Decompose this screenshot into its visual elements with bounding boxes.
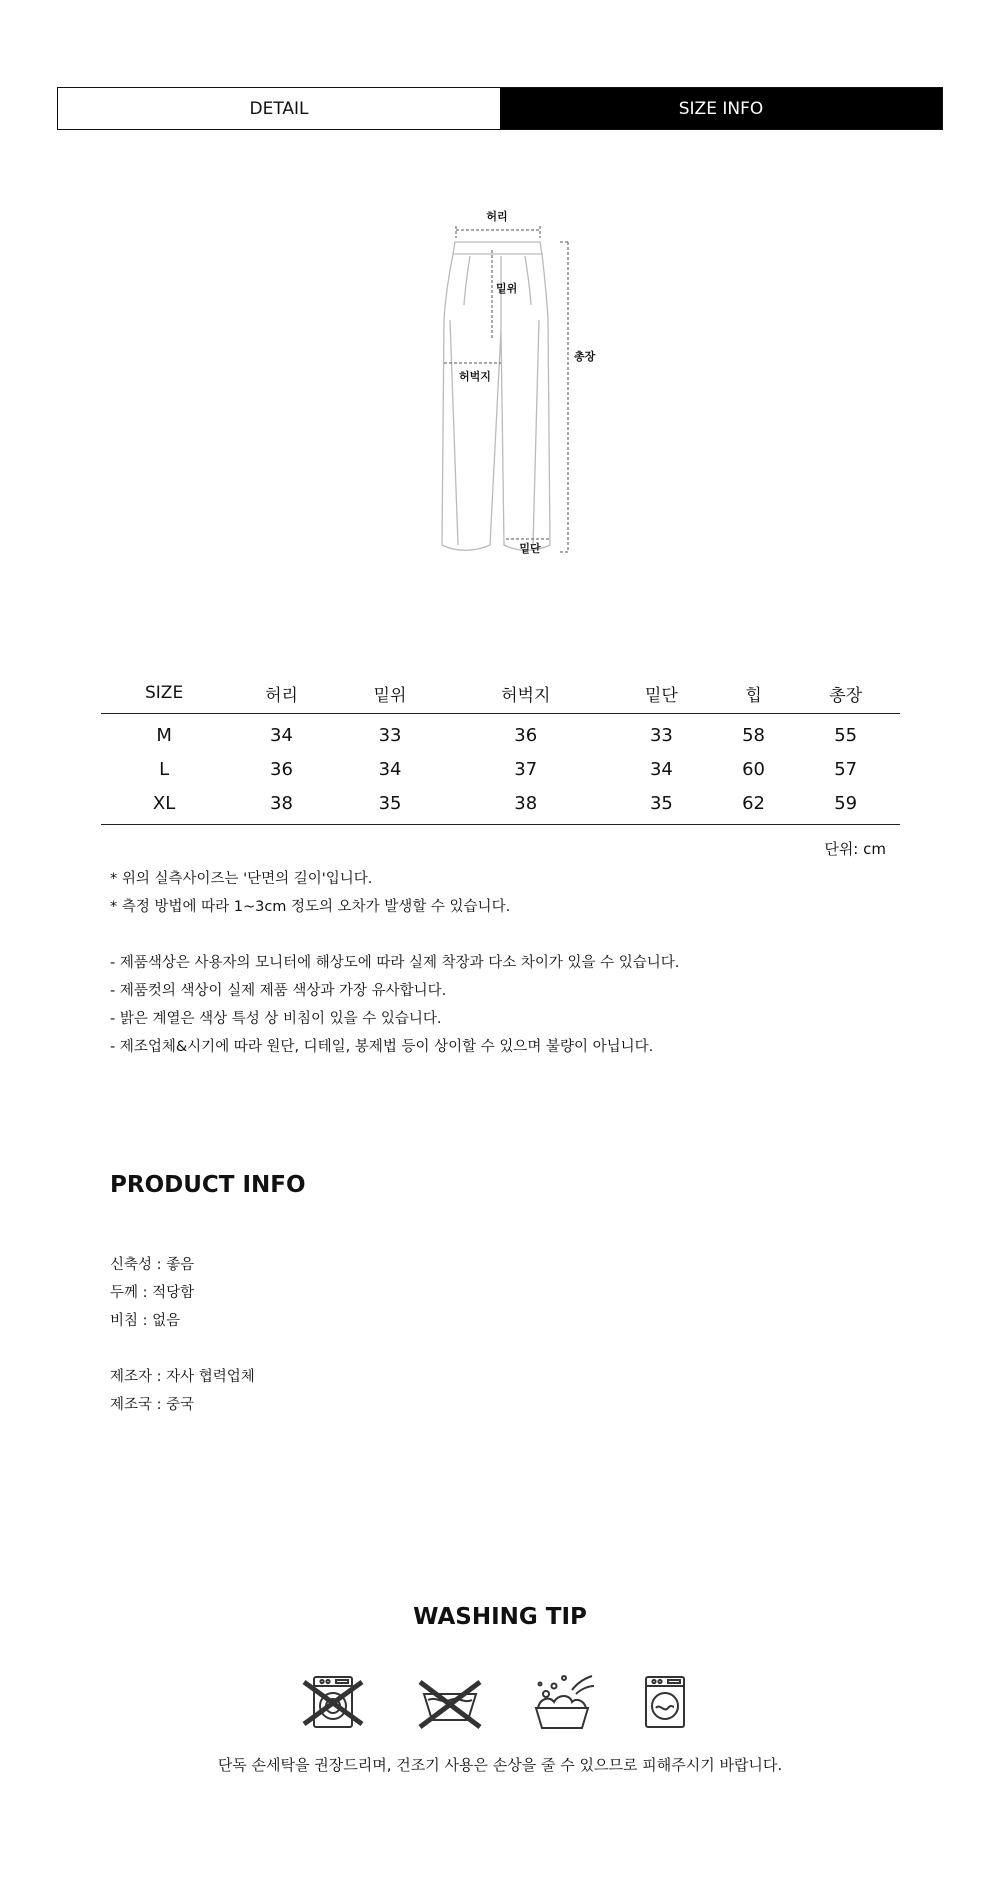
- size-table: [101, 673, 900, 825]
- note-line: * 위의 실측사이즈는 '단면의 길이'입니다.: [110, 871, 373, 887]
- table-cell: M: [156, 724, 172, 746]
- table-cell: XL: [101, 786, 227, 825]
- washing-icons: [300, 1672, 700, 1734]
- table-cell: 57: [834, 758, 858, 780]
- table-cell: 34: [649, 758, 673, 780]
- washing-tip-title: WASHING TIP: [413, 1604, 587, 1630]
- unit-label: 단위: cm: [824, 840, 886, 858]
- product-info-title: PRODUCT INFO: [110, 1172, 306, 1198]
- note-line: - 제품컷의 색상이 실제 제품 색상과 가장 유사합니다.: [110, 983, 447, 999]
- hand-wash-icon: [536, 1676, 594, 1728]
- table-cell: 36: [270, 758, 293, 780]
- table-cell: 37: [514, 758, 538, 780]
- table-cell: 60: [742, 758, 765, 780]
- table-cell: 34: [378, 758, 402, 780]
- header-hem: 밑단: [607, 673, 716, 714]
- diagram-label-hem: 밑단: [519, 542, 541, 555]
- note-line: - 제품색상은 사용자의 모니터에 해상도에 따라 실제 착장과 다소 차이가 있을 수 있습니다.: [110, 955, 680, 971]
- table-cell: 38: [227, 786, 336, 825]
- product-info-line: 두께 : 적당함: [110, 1285, 195, 1301]
- tab-bar: [57, 87, 943, 130]
- table-cell: L: [159, 758, 170, 780]
- table-cell: 33: [378, 724, 402, 746]
- table-cell: 36: [514, 724, 538, 746]
- table-cell: 38: [444, 786, 607, 825]
- table-cell: 35: [607, 786, 716, 825]
- header-size: SIZE: [101, 673, 227, 714]
- table-cell: 59: [791, 786, 900, 825]
- product-info-line: 신축성 : 좋음: [110, 1257, 195, 1273]
- header-total-length: 총장: [791, 673, 900, 714]
- tab-detail[interactable]: DETAIL: [58, 88, 500, 129]
- product-info-line: 제조국 : 중국: [110, 1397, 195, 1413]
- diagram-label-thigh: 허벅지: [459, 370, 491, 383]
- table-cell: 35: [336, 786, 445, 825]
- diagram-label-total-length: 총장: [574, 350, 596, 363]
- product-info-list: [110, 1251, 255, 1419]
- no-tumble-dry-icon: [420, 1682, 480, 1727]
- size-table-header-row: [101, 673, 900, 714]
- header-waist: 허리: [227, 673, 336, 714]
- washing-note: 단독 손세탁을 권장드리며, 건조기 사용은 손상을 줄 수 있으므로 피해주시기 바랍니다.: [217, 1756, 783, 1774]
- table-row: [101, 714, 900, 753]
- diagram-label-waist: 허리: [486, 210, 508, 223]
- product-info-line: 비침 : 없음: [110, 1313, 181, 1329]
- size-notes: [110, 865, 679, 1061]
- tab-size-info[interactable]: SIZE INFO: [500, 88, 942, 129]
- header-rise: 밑위: [336, 673, 445, 714]
- washing-machine-icon: [646, 1677, 684, 1727]
- table-row: [101, 752, 900, 786]
- table-cell: 55: [834, 724, 858, 746]
- table-cell: 62: [716, 786, 792, 825]
- table-cell: 34: [270, 724, 293, 746]
- no-washing-machine-icon: [304, 1677, 362, 1727]
- header-thigh: 허벅지: [444, 673, 607, 714]
- note-line: * 측정 방법에 따라 1~3cm 정도의 오차가 발생할 수 있습니다.: [110, 899, 511, 915]
- table-cell: 33: [649, 724, 673, 746]
- note-line: - 제조업체&시기에 따라 원단, 디테일, 봉제법 등이 상이할 수 있으며 불량이 아닙니다.: [110, 1039, 654, 1055]
- table-row: [101, 786, 900, 825]
- diagram-label-rise: 밑위: [496, 282, 518, 295]
- header-hip: 힙: [716, 673, 792, 714]
- pants-measurement-diagram: [420, 200, 620, 560]
- table-cell: 58: [742, 724, 765, 746]
- product-info-line: 제조자 : 자사 협력업체: [110, 1369, 255, 1385]
- note-line: - 밝은 계열은 색상 특성 상 비침이 있을 수 있습니다.: [110, 1011, 442, 1027]
